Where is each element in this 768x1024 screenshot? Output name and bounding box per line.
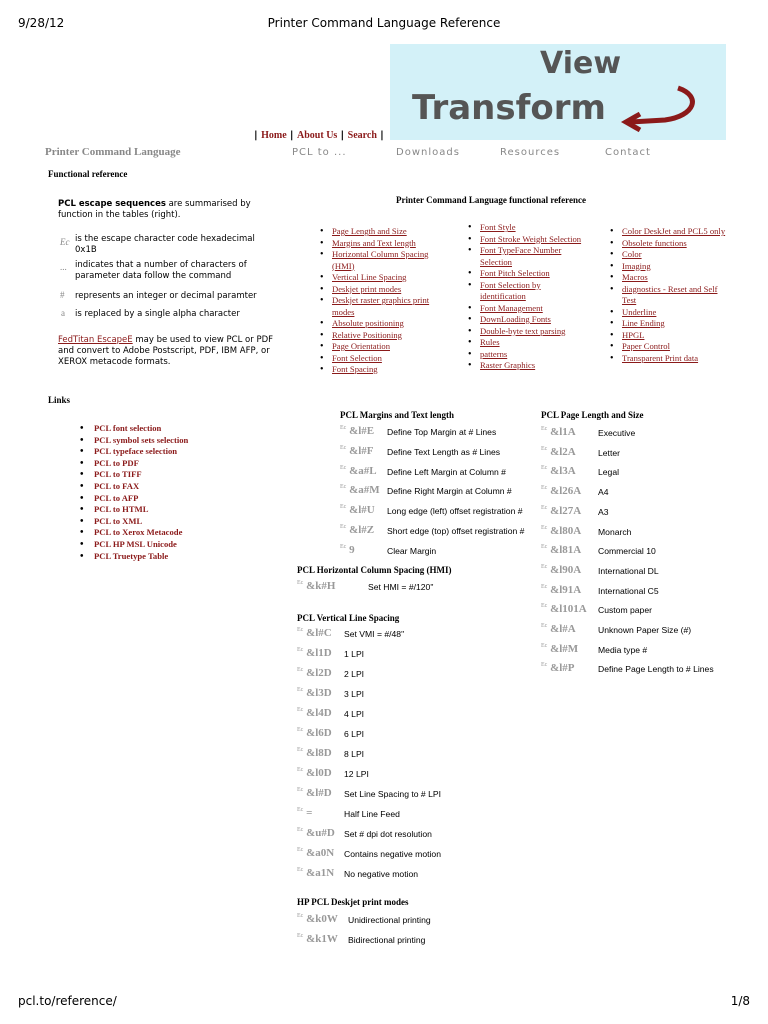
reference-item[interactable]	[320, 353, 440, 365]
reference-item[interactable]	[468, 314, 588, 326]
command-code	[340, 484, 380, 496]
link-item-label[interactable]: PCL to TIFF	[94, 469, 142, 480]
nav-item-resources[interactable]: Resources	[500, 147, 561, 158]
intro-bold: PCL escape sequences	[58, 199, 166, 209]
reference-item-label[interactable]: Font Selection	[332, 352, 382, 363]
command-description: Define Top Margin at # Lines	[387, 427, 497, 437]
escape-symbol: Ec	[297, 847, 304, 853]
command-code	[541, 544, 581, 556]
command-code	[297, 580, 335, 592]
escape-symbol: Ec	[340, 484, 347, 491]
command-description: Long edge (left) offset registration #	[387, 506, 523, 517]
reference-item-label[interactable]: Rules	[480, 337, 500, 347]
escape-symbol: Ec	[541, 465, 548, 472]
reference-item-label[interactable]: Obsolete functions	[622, 237, 687, 248]
command-text: &l1D	[306, 647, 332, 659]
link-item-label[interactable]: PCL to FAX	[94, 480, 140, 491]
link-item[interactable]	[80, 551, 188, 563]
legend-row	[58, 308, 278, 326]
legend-row	[58, 260, 278, 290]
escape-symbol: Ec	[541, 583, 548, 590]
command-code	[297, 847, 334, 859]
link-item[interactable]	[80, 446, 188, 458]
hmi-table-heading: PCL Horizontal Column Spacing (HMI)	[297, 565, 452, 575]
reference-item[interactable]	[610, 249, 728, 261]
command-code	[541, 485, 581, 497]
reference-item[interactable]	[610, 226, 728, 238]
search-link[interactable]: Search	[347, 130, 377, 141]
legend-symbol: ...	[60, 262, 67, 272]
command-description: Define Right Margin at Column #	[387, 486, 512, 497]
reference-item[interactable]	[468, 234, 588, 246]
command-code	[297, 687, 332, 699]
command-text: &l0D	[306, 767, 332, 779]
reference-item-label[interactable]: diagnostics - Reset and Self Test	[622, 283, 718, 305]
functional-heading: Functional reference	[48, 169, 128, 179]
command-description: Short edge (top) offset registration #	[387, 526, 525, 536]
escape-symbol: Ec	[297, 787, 304, 793]
reference-item[interactable]	[468, 222, 588, 234]
command-description: Media type #	[598, 644, 648, 655]
reference-item[interactable]	[320, 238, 440, 250]
about-us-link[interactable]: About Us	[297, 130, 338, 141]
escape-symbol: Ec	[340, 504, 347, 511]
deskjet-table-heading: HP PCL Deskjet print modes	[297, 897, 409, 907]
escape-symbol: Ec	[297, 807, 304, 813]
reference-item-label[interactable]: Vertical Line Spacing	[332, 272, 407, 282]
command-description: Define Left Margin at Column #	[387, 466, 506, 477]
command-code	[297, 867, 334, 879]
reference-item-label[interactable]: Transparent Print data	[622, 352, 699, 363]
reference-item[interactable]	[610, 330, 728, 342]
command-description: Set Line Spacing to # LPI	[344, 789, 441, 799]
reference-item-label[interactable]: Page Length and Size	[332, 226, 407, 236]
reference-item-label[interactable]: Font Management	[480, 302, 543, 313]
reference-item-label[interactable]: Font Pitch Selection	[480, 268, 550, 278]
reference-item[interactable]	[468, 268, 588, 280]
reference-item-label[interactable]: Raster Graphics	[480, 360, 536, 370]
legend-symbol: a	[61, 308, 65, 318]
links-heading: Links	[48, 395, 71, 405]
reference-item[interactable]	[610, 341, 728, 353]
reference-item[interactable]	[320, 226, 440, 238]
escape-symbol: Ec	[297, 933, 304, 939]
escape-symbol: Ec	[297, 627, 304, 633]
command-description: Clear Margin	[387, 545, 437, 556]
reference-heading: Printer Command Language functional reference	[396, 195, 586, 205]
links-list	[80, 423, 188, 562]
reference-item[interactable]	[468, 337, 588, 349]
command-description: No negative motion	[344, 869, 419, 879]
reference-item[interactable]	[468, 326, 588, 338]
command-code	[541, 564, 581, 576]
escape-symbol: Ec	[340, 543, 347, 550]
reference-item-label[interactable]: Line Ending	[622, 318, 665, 328]
command-description: 1 LPI	[344, 649, 365, 659]
nav-item-contact[interactable]: Contact	[605, 147, 651, 158]
escape-symbol: Ec	[541, 662, 548, 669]
reference-item-label[interactable]: Margins and Text length	[332, 237, 416, 248]
escape-symbol: Ec	[297, 687, 304, 693]
command-text: &l81A	[550, 544, 582, 557]
command-text: &l101A	[550, 603, 587, 616]
command-text: &l#D	[306, 787, 332, 799]
link-item-label[interactable]: PCL to XML	[94, 515, 143, 526]
reference-item[interactable]	[610, 353, 728, 365]
link-item[interactable]	[80, 423, 188, 435]
command-description: International DL	[598, 565, 659, 576]
command-code	[541, 623, 576, 635]
command-description: 12 LPI	[344, 769, 369, 779]
link-item-label[interactable]: PCL Truetype Table	[94, 550, 169, 561]
command-text: &a0N	[306, 847, 335, 859]
link-item-label[interactable]: PCL symbol sets selection	[94, 434, 189, 445]
reference-item[interactable]	[610, 272, 728, 284]
reference-item-label[interactable]: Font TypeFace Number Selection	[480, 245, 562, 267]
fedtitan-text: may be used to view PCL or PDF and convert to Adobe Postscript, PDF, IBM AFP, or XEROX metacode formats.	[58, 335, 274, 367]
reference-item[interactable]	[320, 249, 440, 272]
command-description: A3	[598, 506, 609, 517]
command-description: Contains negative motion	[344, 849, 441, 859]
reference-item-label[interactable]: DownLoading Fonts	[480, 314, 551, 324]
command-code	[297, 807, 312, 819]
legend	[58, 234, 278, 326]
escape-symbol: Ec	[541, 642, 548, 649]
command-code	[297, 627, 332, 639]
command-description: 6 LPI	[344, 729, 365, 739]
escape-symbol: Ec	[541, 544, 548, 551]
command-description: Half Line Feed	[344, 809, 400, 819]
link-item-label[interactable]: PCL to HTML	[94, 504, 149, 515]
reference-item-label[interactable]: Macros	[622, 272, 648, 282]
reference-item[interactable]	[468, 360, 588, 372]
escape-symbol: Ec	[297, 707, 304, 713]
command-text: &u#D	[306, 827, 335, 839]
command-text: &l8D	[306, 747, 332, 759]
link-item-label[interactable]: PCL to PDF	[94, 457, 139, 468]
command-description: Letter	[598, 447, 620, 458]
command-description: Unidirectional printing	[348, 915, 431, 925]
command-description: Set VMI = #/48"	[344, 629, 405, 639]
link-item[interactable]	[80, 458, 188, 470]
legend-symbol: Ec	[60, 237, 70, 247]
reference-column-3	[610, 226, 728, 364]
command-code	[297, 767, 332, 779]
reference-item-label[interactable]: Page Orientation	[332, 341, 390, 351]
command-description: Commercial 10	[598, 546, 656, 557]
reference-item[interactable]	[320, 295, 440, 318]
escape-symbol: Ec	[297, 827, 304, 833]
reference-column-1	[320, 226, 440, 376]
view-transform-banner[interactable]	[390, 44, 726, 140]
command-code	[297, 667, 332, 679]
reference-item-label[interactable]: Horizontal Column Spacing (HMI)	[332, 249, 429, 271]
command-code	[297, 647, 332, 659]
reference-item[interactable]	[468, 245, 588, 268]
escape-symbol: Ec	[297, 667, 304, 673]
escape-symbol: Ec	[340, 425, 347, 431]
escape-symbol: Ec	[297, 867, 304, 873]
reference-item[interactable]	[320, 330, 440, 342]
legend-row	[58, 234, 278, 260]
escape-symbol: Ec	[541, 603, 548, 610]
escape-symbol: Ec	[541, 563, 548, 570]
command-code	[297, 913, 338, 925]
command-text: &a1N	[306, 867, 335, 879]
reference-item[interactable]	[610, 261, 728, 273]
command-description: A4	[598, 487, 609, 498]
command-description: Legal	[598, 467, 620, 478]
command-code	[541, 643, 578, 655]
reference-column-2	[468, 222, 588, 372]
command-code	[541, 505, 581, 517]
command-code	[340, 465, 377, 477]
command-text: &l#A	[550, 623, 576, 635]
command-description: Define Text Length as # Lines	[387, 446, 501, 457]
legend-text: is replaced by a single alpha character	[75, 309, 240, 319]
command-code	[297, 827, 335, 839]
nav-item-pcl-to[interactable]: PCL to ...	[292, 147, 347, 158]
command-description: 2 LPI	[344, 669, 365, 679]
command-description: Bidirectional printing	[348, 935, 426, 945]
reference-item[interactable]	[610, 318, 728, 330]
link-item-label[interactable]: PCL typeface selection	[94, 446, 178, 457]
command-description: Custom paper	[598, 605, 652, 616]
command-description: Unknown Paper Size (#)	[598, 625, 692, 635]
command-code	[340, 445, 374, 457]
command-code	[541, 446, 576, 458]
reference-item-label[interactable]: Paper Control	[622, 341, 670, 351]
fedtitan-link[interactable]: FedTitan EscapeE	[58, 335, 133, 345]
escape-symbol: Ec	[297, 747, 304, 753]
link-item-label[interactable]: PCL font selection	[94, 423, 162, 433]
escape-symbol: Ec	[297, 727, 304, 733]
command-text: &l3A	[550, 465, 576, 478]
command-description: International C5	[598, 585, 659, 596]
command-code	[340, 504, 375, 516]
command-code	[541, 426, 576, 438]
command-text: &l4D	[306, 707, 332, 719]
intro-rest: are summarised by function in the tables (right).	[58, 199, 251, 220]
reference-item[interactable]	[320, 318, 440, 330]
reference-item-label[interactable]: patterns	[480, 348, 508, 359]
escape-symbol: Ec	[340, 464, 347, 471]
escape-symbol: Ec	[541, 524, 548, 531]
command-text: &l6D	[306, 727, 332, 739]
escape-symbol: Ec	[541, 445, 548, 452]
escape-symbol: Ec	[541, 426, 548, 432]
escape-symbol: Ec	[297, 767, 304, 773]
reference-item-label[interactable]: Font Style	[480, 222, 516, 232]
command-code	[541, 465, 576, 477]
reference-item[interactable]	[610, 284, 728, 307]
escape-symbol: Ec	[297, 647, 304, 653]
fedtitan-note	[58, 335, 278, 368]
vls-table-heading: PCL Vertical Line Spacing	[297, 613, 400, 623]
command-text: &l80A	[550, 524, 582, 537]
command-text: &a#M	[349, 484, 380, 497]
escape-symbol: Ec	[297, 580, 304, 586]
escape-symbol: Ec	[541, 485, 548, 492]
reference-item[interactable]	[320, 341, 440, 353]
command-text: &l26A	[550, 485, 582, 498]
command-text: &l#C	[306, 627, 332, 639]
reference-item-label[interactable]: HPGL	[622, 329, 645, 340]
command-description: Set # dpi dot resolution	[344, 829, 432, 839]
command-description: Set HMI = #/120"	[368, 582, 434, 592]
command-text: &l2A	[550, 445, 576, 458]
escape-symbol: Ec	[340, 524, 347, 530]
command-code	[541, 662, 575, 674]
legend-symbol: #	[60, 290, 65, 300]
link-item[interactable]	[80, 516, 188, 528]
link-item-label[interactable]: PCL to AFP	[94, 492, 139, 503]
banner-view-text: View	[540, 46, 622, 81]
reference-item[interactable]	[320, 364, 440, 376]
legend-row	[58, 290, 278, 308]
link-item[interactable]	[80, 527, 188, 539]
command-code	[297, 787, 332, 799]
nav-item-downloads[interactable]: Downloads	[396, 147, 460, 158]
reference-item[interactable]	[320, 272, 440, 284]
command-code	[297, 933, 338, 945]
link-item[interactable]	[80, 469, 188, 481]
legend-text: represents an integer or decimal paramter	[75, 291, 257, 301]
print-page-number: 1/8	[730, 994, 750, 1008]
command-text: &l27A	[550, 504, 582, 517]
link-item-label[interactable]: PCL to Xerox Metacode	[94, 527, 183, 538]
command-text: &a#L	[349, 464, 377, 477]
escape-symbol: Ec	[541, 623, 548, 629]
command-text: &l2D	[306, 667, 332, 679]
margins-table-heading: PCL Margins and Text length	[340, 410, 455, 420]
page-table-heading: PCL Page Length and Size	[541, 410, 644, 420]
command-text: &l1A	[550, 426, 576, 438]
print-date: 9/28/12	[18, 16, 65, 30]
command-text: &l#U	[349, 504, 375, 517]
reference-item-label[interactable]: Font Selection by identification	[480, 279, 541, 301]
reference-item-label[interactable]: Deskjet print modes	[332, 283, 402, 294]
command-text: &k1W	[306, 933, 338, 945]
legend-text: is the escape character code hexadecimal 0x1B	[75, 234, 255, 255]
command-text: =	[306, 807, 313, 819]
reference-item-label[interactable]: Deskjet raster graphics print modes	[332, 295, 430, 317]
link-item[interactable]	[80, 493, 188, 505]
link-item[interactable]	[80, 481, 188, 493]
reference-item-label[interactable]: Imaging	[622, 260, 651, 271]
command-text: &l#P	[550, 662, 575, 675]
reference-item-label[interactable]: Font Spacing	[332, 364, 378, 374]
command-text: &l90A	[550, 563, 582, 576]
command-code	[297, 747, 332, 759]
command-text: &k0W	[306, 913, 338, 925]
legend-text: indicates that a number of characters of parameter data follow the command	[75, 260, 247, 281]
nav-site-title[interactable]: Printer Command Language	[45, 146, 181, 158]
command-code	[340, 425, 374, 437]
command-code	[541, 584, 581, 596]
print-title: Printer Command Language Reference	[267, 16, 501, 30]
command-description: Monarch	[598, 526, 632, 537]
escape-symbol: Ec	[541, 504, 548, 511]
command-code	[297, 727, 332, 739]
reference-item-label[interactable]: Font Stroke Weight Selection	[480, 233, 582, 244]
command-text: &l#Z	[349, 524, 375, 536]
command-text: &l#E	[349, 425, 375, 437]
command-text: &l#F	[349, 444, 374, 457]
print-url: pcl.to/reference/	[18, 994, 117, 1008]
reference-item[interactable]	[610, 307, 728, 319]
command-code	[541, 525, 581, 537]
command-text: &l#M	[550, 642, 579, 655]
banner-transform-text: Transform	[412, 88, 606, 128]
command-text: 9	[349, 543, 355, 556]
command-code	[297, 707, 332, 719]
command-description: 4 LPI	[344, 709, 365, 719]
link-item[interactable]	[80, 539, 188, 551]
functional-intro	[58, 199, 278, 221]
top-links: | Home | About Us | Search |	[254, 130, 384, 141]
command-description: 3 LPI	[344, 689, 365, 699]
command-text: &k#H	[306, 580, 336, 592]
command-code	[541, 603, 587, 615]
reference-item-label[interactable]: Absolute positioning	[332, 318, 404, 328]
command-text: &l3D	[306, 687, 332, 699]
command-description: Executive	[598, 428, 636, 438]
escape-symbol: Ec	[297, 913, 304, 919]
reference-item-label[interactable]: Relative Positioning	[332, 329, 402, 340]
reference-item[interactable]	[610, 238, 728, 250]
reference-item-label[interactable]: Color	[622, 249, 642, 259]
link-item[interactable]	[80, 435, 188, 447]
escape-symbol: Ec	[340, 444, 347, 451]
reference-item[interactable]	[468, 280, 588, 303]
reference-item-label[interactable]: Underline	[622, 306, 657, 317]
command-description: 8 LPI	[344, 749, 365, 759]
reference-item[interactable]	[320, 284, 440, 296]
home-link[interactable]: Home	[261, 130, 287, 141]
command-code	[340, 524, 374, 536]
command-code	[340, 544, 355, 556]
reference-item[interactable]	[468, 303, 588, 315]
link-item[interactable]	[80, 504, 188, 516]
link-item-label[interactable]: PCL HP MSL Unicode	[94, 538, 177, 549]
reference-item-label[interactable]: Color DeskJet and PCL5 only	[622, 226, 726, 236]
command-description: Define Page Length to # Lines	[598, 664, 714, 675]
reference-item-label[interactable]: Double-byte text parsing	[480, 325, 566, 336]
reference-item[interactable]	[468, 349, 588, 361]
command-text: &l91A	[550, 583, 582, 596]
